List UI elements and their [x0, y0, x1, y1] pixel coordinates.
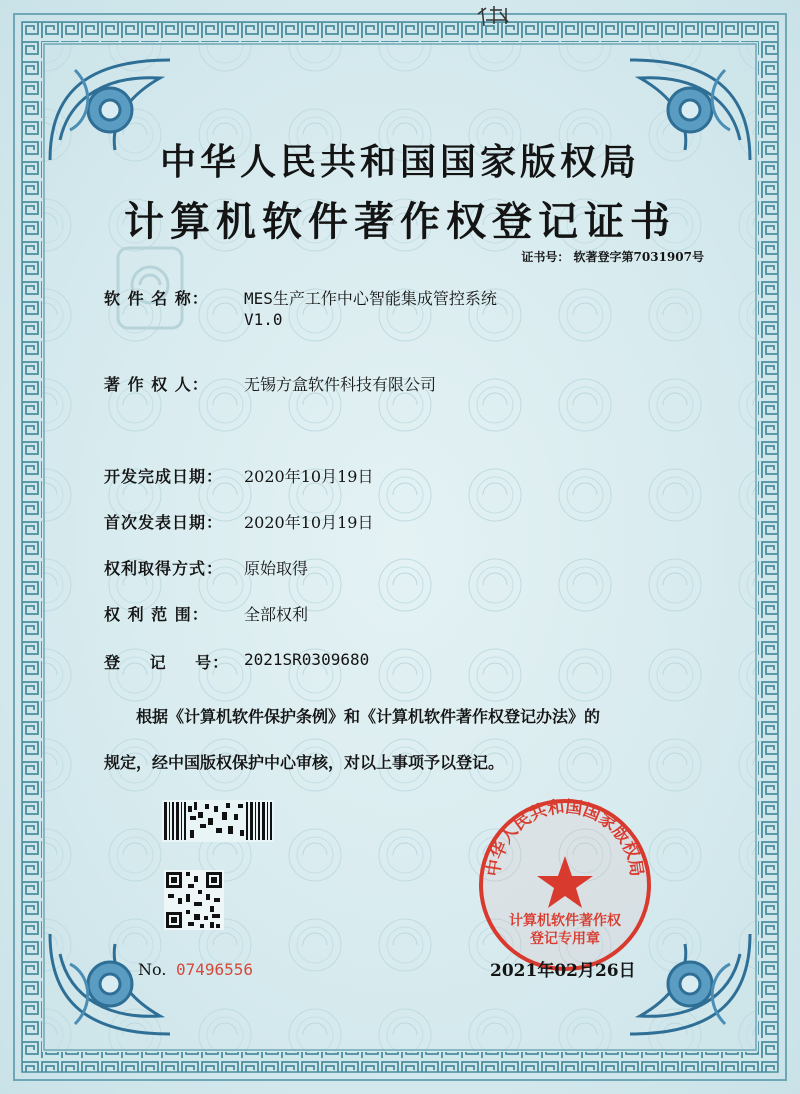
scope-label: 权 利 范 围：: [104, 605, 209, 624]
serial-number: 07496556: [176, 960, 254, 979]
seal-inner-line-1: 计算机软件著作权: [509, 913, 621, 929]
statement-line-2: 规定，经中国版权保护中心审核，对以上事项予以登记。: [104, 753, 505, 772]
issue-date: 2021年02月26日: [490, 961, 636, 981]
acquisition-value: 原始取得: [244, 559, 309, 578]
registration-label: 登 记 号：: [104, 653, 230, 672]
software-name-value: MES生产工作中心智能集成管控系统: [244, 289, 497, 308]
copyright-holder-label: 著 作 权 人：: [104, 375, 209, 394]
seal-inner-line-2: 登记专用章: [530, 931, 600, 947]
software-version-value: V1.0: [244, 310, 283, 329]
serial-label: No.: [138, 960, 167, 979]
certificate-title: 计算机软件著作权登记证书: [124, 198, 676, 245]
dev-completion-value: 2020年10月19日: [244, 467, 374, 486]
copyright-holder-value: 无锡方盒软件科技有限公司: [244, 375, 437, 394]
barcode: [162, 800, 274, 842]
certificate-number: 证书号： 软著登字第7031907号: [521, 250, 704, 264]
acquisition-label: 权利取得方式：: [104, 559, 224, 578]
registration-value: 2021SR0309680: [244, 650, 370, 669]
software-name-label: 软 件 名 称：: [104, 289, 209, 308]
qr-code: [164, 870, 224, 930]
dev-completion-label: 开发完成日期：: [104, 467, 224, 486]
issuer-title: 中华人民共和国国家版权局: [159, 141, 640, 183]
first-publish-value: 2020年10月19日: [244, 513, 374, 532]
statement-line-1: 根据《计算机软件保护条例》和《计算机软件著作权登记办法》的: [136, 707, 601, 726]
official-seal: [470, 790, 660, 980]
scope-value: 全部权利: [244, 605, 309, 624]
first-publish-label: 首次发表日期：: [104, 513, 224, 532]
seal-arc-text: 中华人民共和国国家版权局: [483, 797, 647, 878]
